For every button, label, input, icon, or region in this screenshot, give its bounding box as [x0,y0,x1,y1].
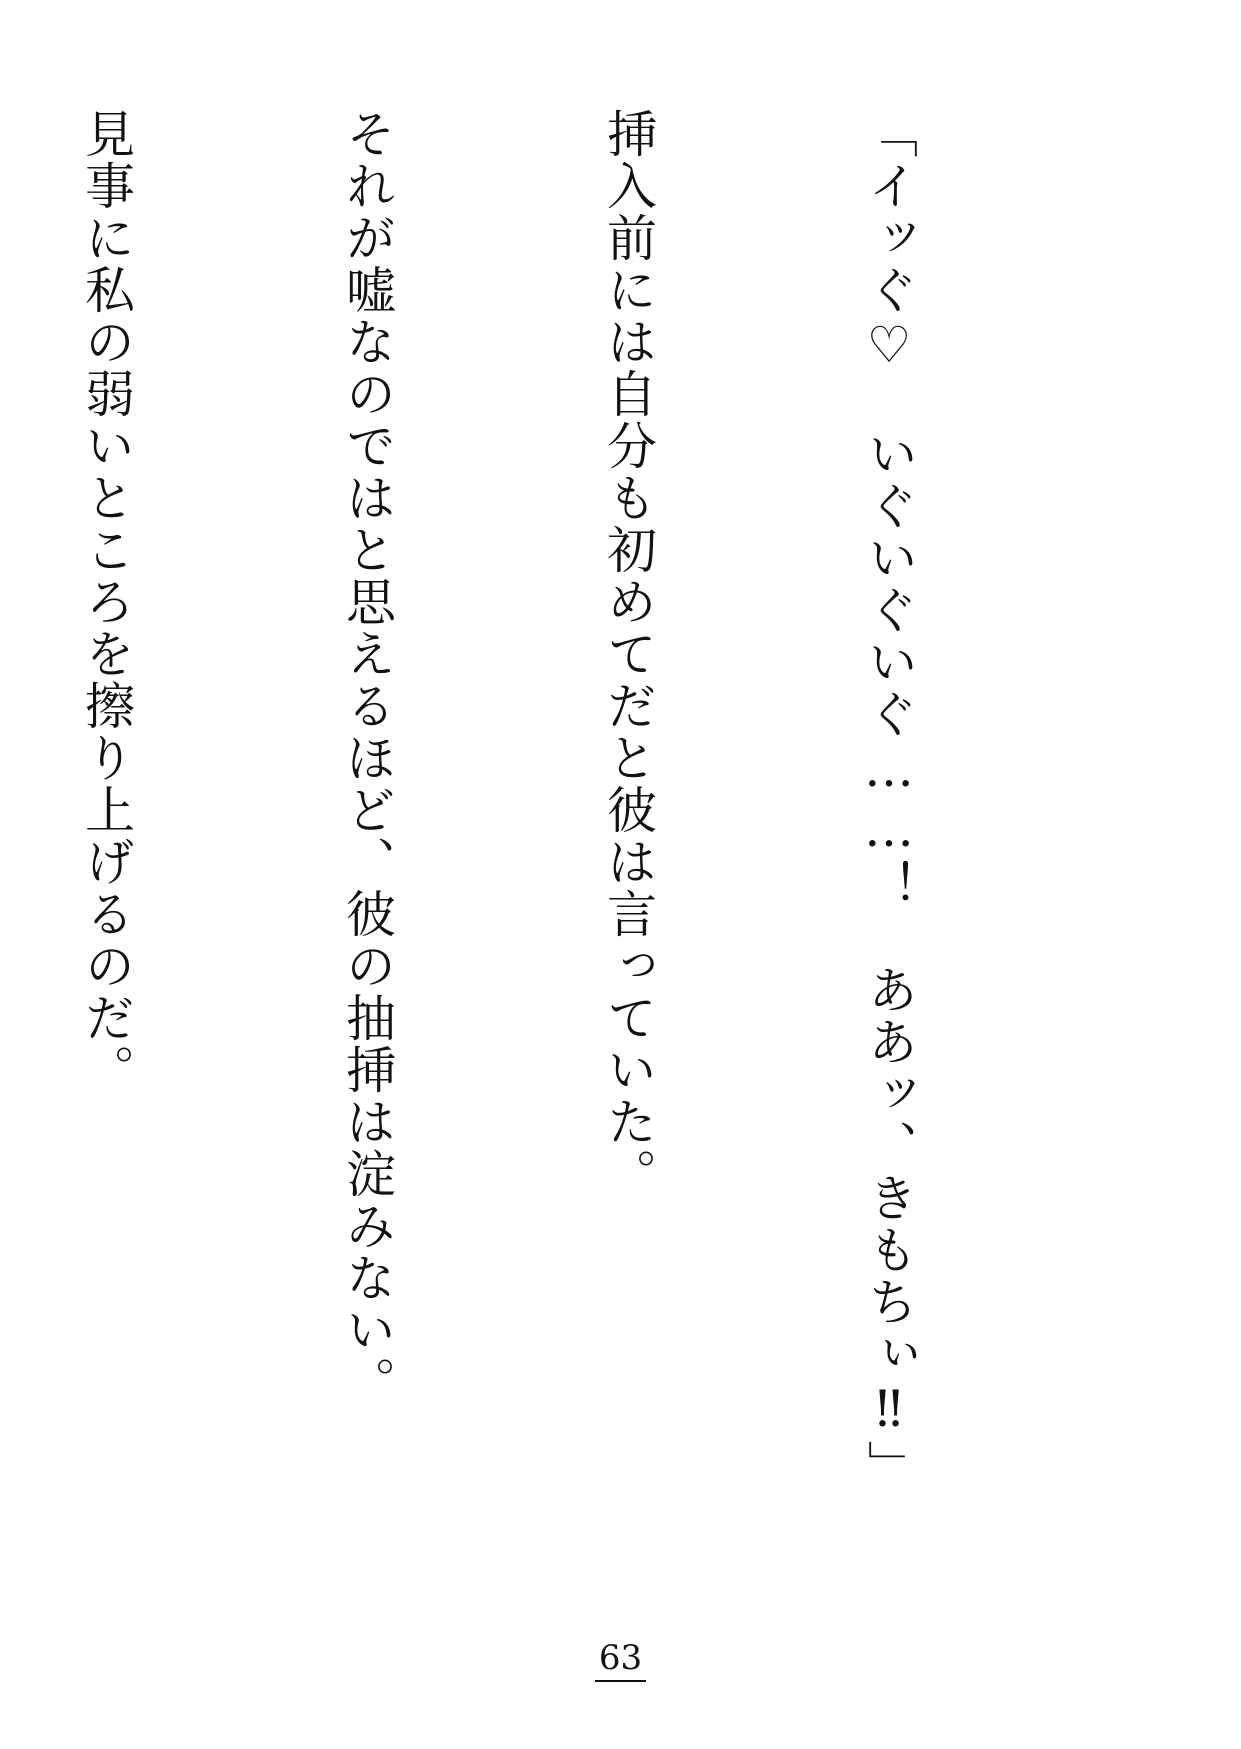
page-number-label: 63 [595,1638,646,1682]
vertical-text-body [0,108,1106,1648]
text-line: 挿入前には自分も初めてだと彼は言っていた。 [599,108,657,1200]
text-line: 「イッぐ♡ いぐいぐいぐ……！ ああッ、きもちぃ‼」 [860,108,918,1492]
page-number [0,1638,1241,1682]
text-line: それが嘘なのではと思えるほど、彼の抽挿は淀みない。 [338,108,396,1408]
text-line: 見事に私の弱いところを擦り上げるのだ。 [77,108,135,1096]
